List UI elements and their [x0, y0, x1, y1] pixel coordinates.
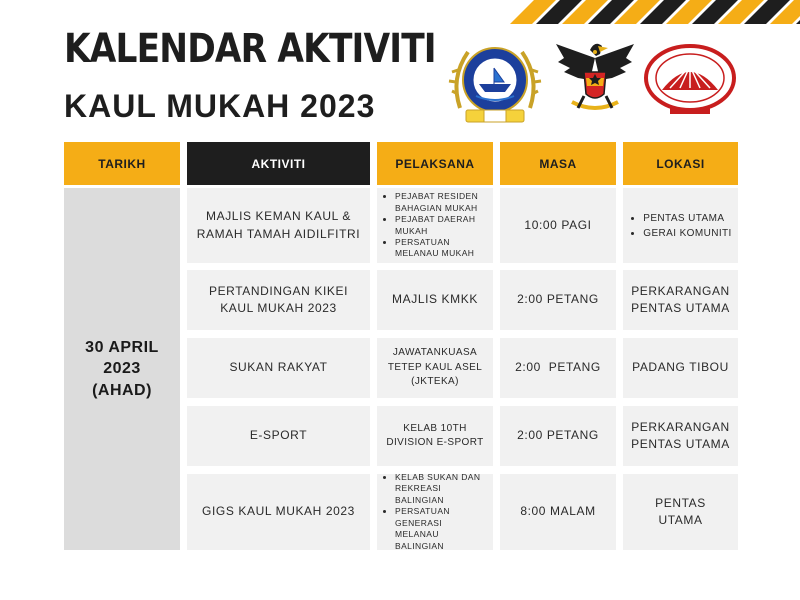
- row-4-pelaksana: KELAB 10TH DIVISION E-SPORT: [377, 406, 493, 466]
- list-item: • PEJABAT RESIDEN BAHAGIAN MUKAH: [395, 191, 487, 214]
- list-item: • PERSATUAN MELANAU MUKAH: [395, 237, 487, 260]
- row-3-aktiviti: SUKAN RAKYAT: [187, 338, 370, 398]
- row-5-masa: 8:00 MALAM: [500, 474, 616, 550]
- row-4-masa: 2:00 PETANG: [500, 406, 616, 466]
- row-2-lokasi: PERKARANGAN PENTAS UTAMA: [623, 270, 738, 330]
- row-5-aktiviti: GIGS KAUL MUKAH 2023: [187, 474, 370, 550]
- list-item: • PERSATUAN GENERASI MELANAU BALINGIAN: [395, 506, 487, 552]
- header-lokasi: LOKASI: [623, 142, 738, 185]
- persatuan-melanau-logo: [640, 40, 740, 120]
- list-item: • KELAB SUKAN DAN REKREASI BALINGIAN: [395, 472, 487, 506]
- sarawak-crest-logo: [554, 38, 636, 118]
- header-pelaksana: PELAKSANA: [377, 142, 493, 185]
- mukah-division-logo: [446, 38, 544, 130]
- header-aktiviti: AKTIVITI: [187, 142, 370, 185]
- row-3-masa: 2:00 PETANG: [500, 338, 616, 398]
- list-item: • PEJABAT DAERAH MUKAH: [395, 214, 487, 237]
- date-day-month: 30 APRIL: [85, 338, 159, 356]
- list-item: • GERAI KOMUNITI: [643, 226, 731, 241]
- row-4-lokasi: PERKARANGAN PENTAS UTAMA: [623, 406, 738, 466]
- row-3-pelaksana: JAWATANKUASA TETEP KAUL ASEL (JKTEKA): [377, 338, 493, 398]
- page-subtitle: KAUL MUKAH 2023: [64, 88, 376, 124]
- header-masa: MASA: [500, 142, 616, 185]
- row-2-masa: 2:00 PETANG: [500, 270, 616, 330]
- row-2-pelaksana: MAJLIS KMKK: [377, 270, 493, 330]
- date-weekday: (AHAD): [92, 381, 152, 399]
- header-tarikh: TARIKH: [64, 142, 180, 185]
- row-5-pelaksana: [377, 471, 493, 551]
- row-3-lokasi: PADANG TIBOU: [623, 338, 738, 398]
- page-title: KALENDAR AKTIVITI: [64, 26, 436, 72]
- row-5-lokasi: PENTAS UTAMA: [623, 474, 738, 550]
- row-1-aktiviti: MAJLIS KEMAN KAUL & RAMAH TAMAH AIDILFITRI: [187, 188, 370, 263]
- list-item: • PENTAS UTAMA: [643, 211, 731, 226]
- row-1-pelaksana: [377, 188, 493, 263]
- date-year: 2023: [103, 360, 141, 378]
- row-1-masa: 10:00 PAGI: [500, 188, 616, 263]
- date-cell: [64, 188, 180, 550]
- hazard-stripes-decoration: [500, 0, 800, 24]
- row-4-aktiviti: E-SPORT: [187, 406, 370, 466]
- row-2-aktiviti: PERTANDINGAN KIKEI KAUL MUKAH 2023: [187, 270, 370, 330]
- row-1-lokasi: [623, 188, 738, 263]
